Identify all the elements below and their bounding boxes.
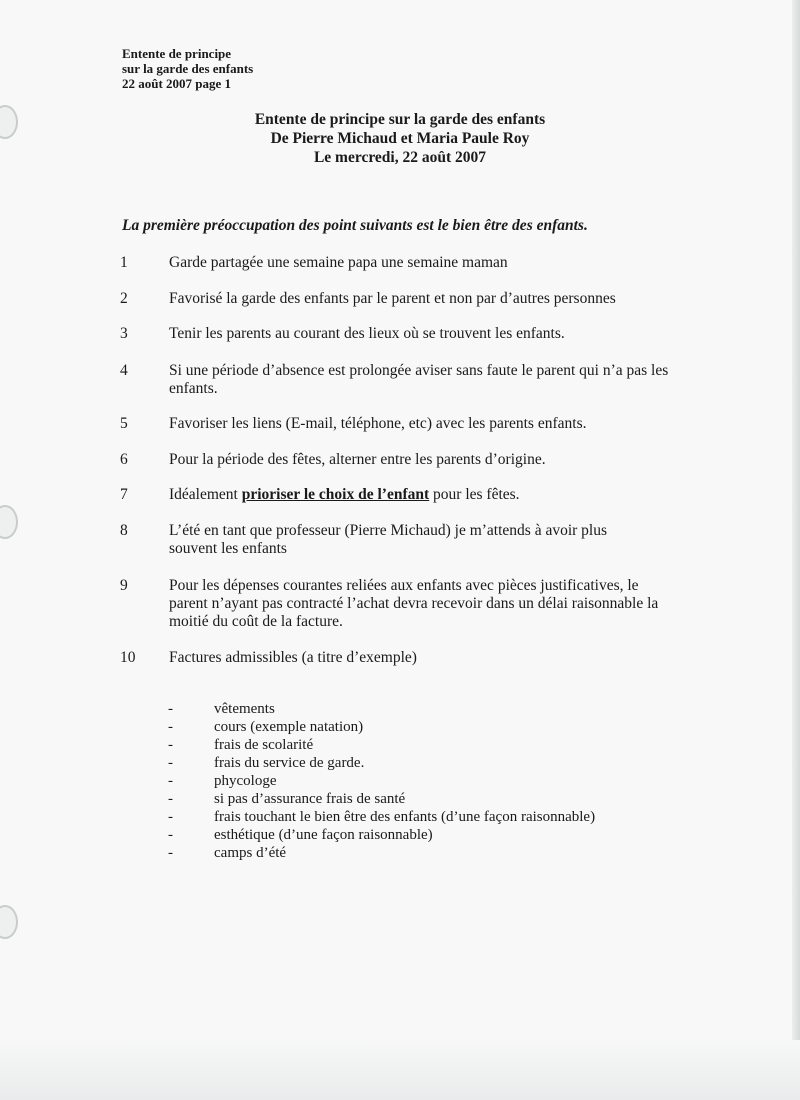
dash-bullet: - bbox=[168, 809, 173, 825]
intro-statement: La première préoccupation des point suivants est le bien être des enfants. bbox=[122, 217, 588, 234]
sub-item-text: si pas d’assurance frais de santé bbox=[214, 791, 406, 807]
item-text: Factures admissibles (a titre d’exemple) bbox=[169, 649, 417, 666]
document-title bbox=[180, 110, 620, 167]
title-line: Le mercredi, 22 août 2007 bbox=[313, 149, 487, 166]
item-text-start: Idéalement bbox=[169, 486, 242, 503]
page-bottom-edge bbox=[0, 1040, 800, 1100]
item-number: 8 bbox=[120, 522, 128, 539]
header-line: 22 août 2007 page 1 bbox=[122, 76, 232, 91]
dash-bullet: - bbox=[168, 773, 173, 789]
item-text: Favorisé la garde des enfants par le parent et non par d’autres personnes bbox=[169, 290, 616, 307]
dash-bullet: - bbox=[168, 737, 173, 753]
binder-hole-icon bbox=[0, 105, 18, 139]
item-number: 2 bbox=[120, 290, 128, 307]
item-number: 4 bbox=[120, 362, 128, 379]
highlighted-text: prioriser le choix de l’enfant bbox=[241, 486, 430, 503]
sub-item-text: camps d’été bbox=[214, 845, 287, 861]
item-text: Favoriser les liens (E-mail, téléphone, etc) avec les parents enfants. bbox=[169, 415, 587, 432]
sub-item-text: frais de scolarité bbox=[214, 737, 314, 753]
sub-item-text: cours (exemple natation) bbox=[214, 719, 364, 735]
item-number: 1 bbox=[120, 254, 128, 271]
item-text-end: pour les fêtes. bbox=[429, 486, 520, 503]
sub-item-text: frais touchant le bien être des enfants (d’une façon raisonnable) bbox=[214, 809, 596, 825]
title-line: Entente de principe sur la garde des enfants bbox=[254, 111, 546, 128]
dash-bullet: - bbox=[168, 719, 173, 735]
binder-hole-icon bbox=[0, 905, 18, 939]
dash-bullet: - bbox=[168, 791, 173, 807]
item-text: Garde partagée une semaine papa une semaine maman bbox=[169, 254, 508, 271]
item-text bbox=[169, 486, 679, 504]
item-number: 5 bbox=[120, 415, 128, 432]
sub-item-text: phycologe bbox=[214, 773, 277, 789]
item-number: 10 bbox=[120, 649, 136, 666]
sub-item-text: vêtements bbox=[214, 701, 275, 717]
header-line: sur la garde des enfants bbox=[122, 61, 254, 76]
sub-item-text: frais du service de garde. bbox=[214, 755, 365, 771]
binder-hole-icon bbox=[0, 505, 18, 539]
item-number: 7 bbox=[120, 486, 128, 503]
item-number: 3 bbox=[120, 325, 128, 342]
page-header bbox=[122, 46, 253, 91]
sub-item-text: esthétique (d’une façon raisonnable) bbox=[214, 827, 433, 843]
dash-bullet: - bbox=[168, 701, 173, 717]
item-text: Tenir les parents au courant des lieux où se trouvent les enfants. bbox=[169, 325, 565, 342]
item-text: Si une période d’absence est prolongée aviser sans faute le parent qui n’a pas les enfants. bbox=[169, 362, 669, 397]
item-text: Pour les dépenses courantes reliées aux enfants avec pièces justificatives, le parent n’ayant pas contracté l’achat devra recevoir dans un délai raisonnable la moitié du coût de la facture. bbox=[169, 577, 659, 630]
header-line: Entente de principe bbox=[122, 46, 232, 61]
page-edge bbox=[792, 0, 800, 1100]
item-number: 9 bbox=[120, 577, 128, 594]
dash-bullet: - bbox=[168, 845, 173, 861]
title-line: De Pierre Michaud et Maria Paule Roy bbox=[270, 130, 530, 147]
item-text: L’été en tant que professeur (Pierre Michaud) je m’attends à avoir plus souvent les enfants bbox=[169, 522, 608, 557]
dash-bullet: - bbox=[168, 827, 173, 843]
dash-bullet: - bbox=[168, 755, 173, 771]
item-text: Pour la période des fêtes, alterner entre les parents d’origine. bbox=[169, 451, 546, 468]
item-number: 6 bbox=[120, 451, 128, 468]
